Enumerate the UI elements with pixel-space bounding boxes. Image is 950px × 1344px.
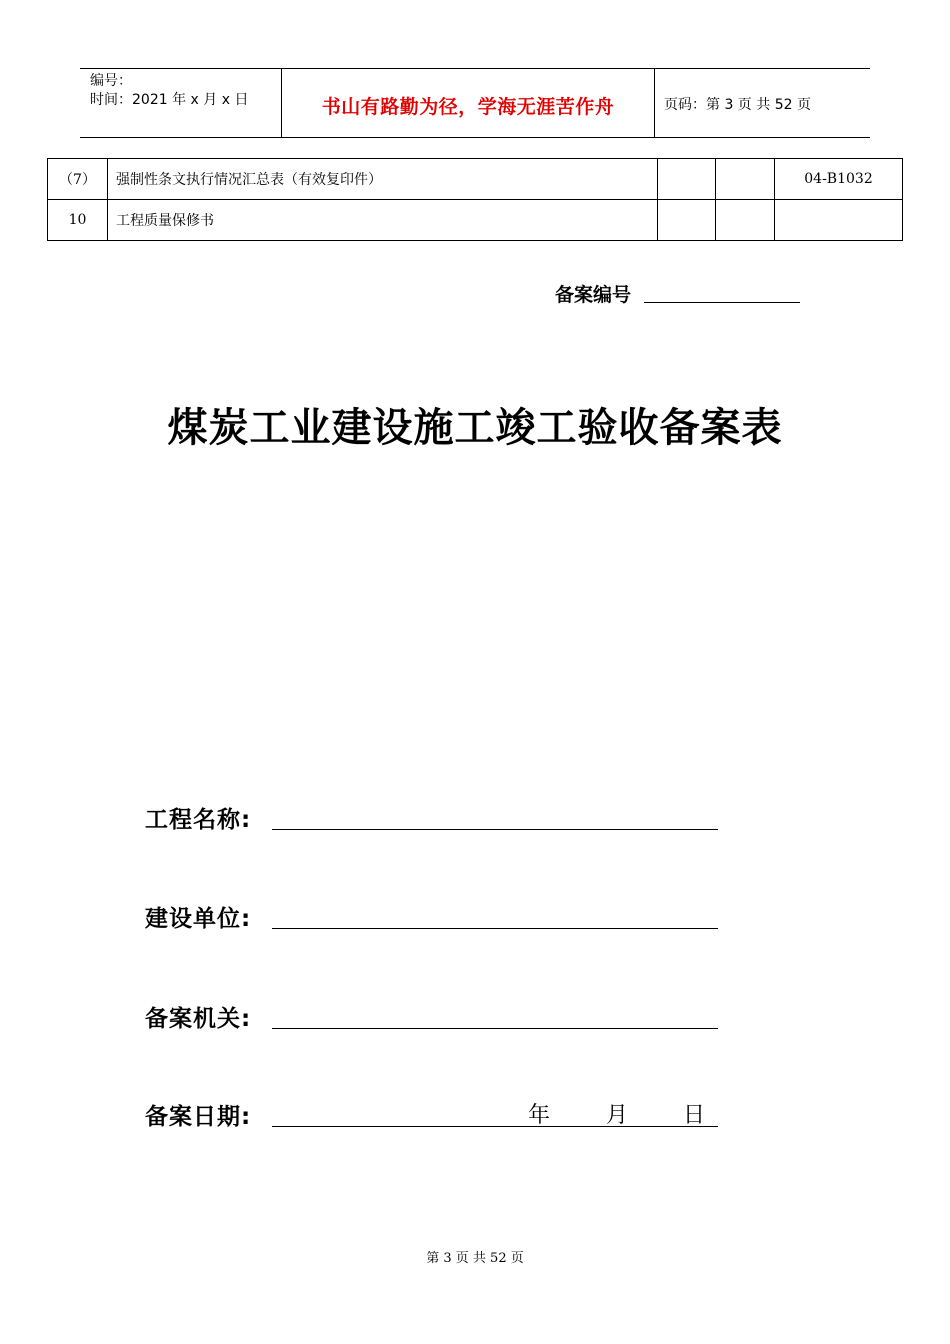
table-row [48,200,903,241]
row-cell-b [716,200,775,241]
row-number: 10 [48,200,108,241]
filing-authority-label: 备案机关: [145,1006,252,1032]
filing-date-line[interactable] [272,1126,718,1127]
filing-date-field [145,1098,720,1130]
page-info: 页码：第 3 页 共 52 页 [664,97,811,113]
record-number-line[interactable] [644,302,800,303]
motto: 书山有路勤为径，学海无涯苦作舟 [321,96,615,118]
filing-authority-field [145,1000,720,1032]
construction-unit-field [145,900,720,932]
record-number-label: 备案编号 [555,284,632,306]
month-label: 月 [606,1103,629,1128]
table-row [48,159,903,200]
row-name: 强制性条文执行情况汇总表（有效复印件） [108,159,658,200]
row-name: 工程质量保修书 [108,200,658,241]
row-cell-b [716,159,775,200]
project-name-label: 工程名称: [145,807,252,833]
filing-authority-line[interactable] [272,1028,718,1029]
project-name-field [145,801,720,833]
construction-unit-label: 建设单位: [145,906,252,932]
time-line: 时间：2021 年 x 月 x 日 [90,92,249,108]
number-label: 编号： [90,73,132,89]
year-label: 年 [528,1103,551,1128]
project-name-line[interactable] [272,829,718,830]
row-cell-a [658,159,716,200]
filing-date-label: 备案日期: [145,1104,252,1130]
row-code [775,200,903,241]
document-table [47,158,903,241]
page-footer: 第 3 页 共 52 页 [426,1251,524,1266]
day-label: 日 [683,1103,706,1128]
header-motto-cell [282,69,655,137]
record-number [555,280,631,307]
construction-unit-line[interactable] [272,928,718,929]
page-title: 煤炭工业建设施工竣工验收备案表 [167,405,783,451]
header-meta [80,69,282,137]
row-number: （7） [48,159,108,200]
row-code: 04-B1032 [775,159,903,200]
header-box [80,68,870,138]
row-cell-a [658,200,716,241]
